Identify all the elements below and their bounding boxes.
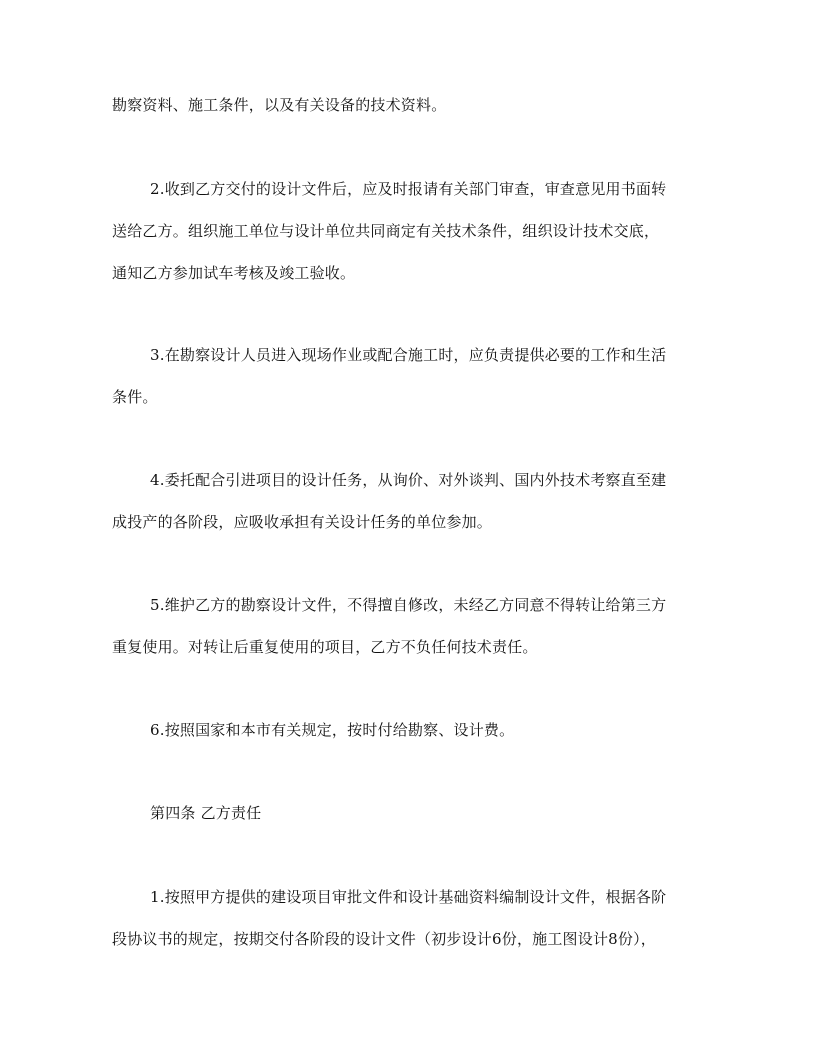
clause-5-line-1: 5.维护乙方的勘察设计文件，不得擅自修改，未经乙方同意不得转让给第三方 [150, 596, 667, 614]
clause-2-line-3: 通知乙方参加试车考核及竣工验收。 [112, 264, 356, 282]
duty-1-line-2: 段协议书的规定，按期交付各阶段的设计文件（初步设计6份，施工图设计8份）， [112, 930, 656, 948]
clause-2-line-2: 送给乙方。组织施工单位与设计单位共同商定有关技术条件，组织设计技术交底， [112, 222, 660, 240]
clause-4-line-2: 成投产的各阶段，应吸收承担有关设计任务的单位参加。 [112, 513, 493, 531]
clause-4-line-1: 4.委托配合引进项目的设计任务，从询价、对外谈判、国内外技术考察直至建 [150, 471, 667, 489]
clause-5-line-2: 重复使用。对转让后重复使用的项目，乙方不负任何技术责任。 [112, 638, 538, 656]
clause-6-line-1: 6.按照国家和本市有关规定，按时付给勘察、设计费。 [150, 721, 515, 739]
clause-2-line-1: 2.收到乙方交付的设计文件后，应及时报请有关部门审查，审查意见用书面转 [150, 180, 667, 198]
clause-3-line-1: 3.在勘察设计人员进入现场作业或配合施工时，应负责提供必要的工作和生活 [150, 346, 667, 364]
duty-1-line-1: 1.按照甲方提供的建设项目审批文件和设计基础资料编制设计文件，根据各阶 [150, 888, 667, 906]
clause-3-line-2: 条件。 [112, 388, 158, 406]
text-line-continuation: 勘察资料、施工条件，以及有关设备的技术资料。 [112, 96, 447, 114]
article-4-heading: 第四条 乙方责任 [150, 804, 262, 822]
